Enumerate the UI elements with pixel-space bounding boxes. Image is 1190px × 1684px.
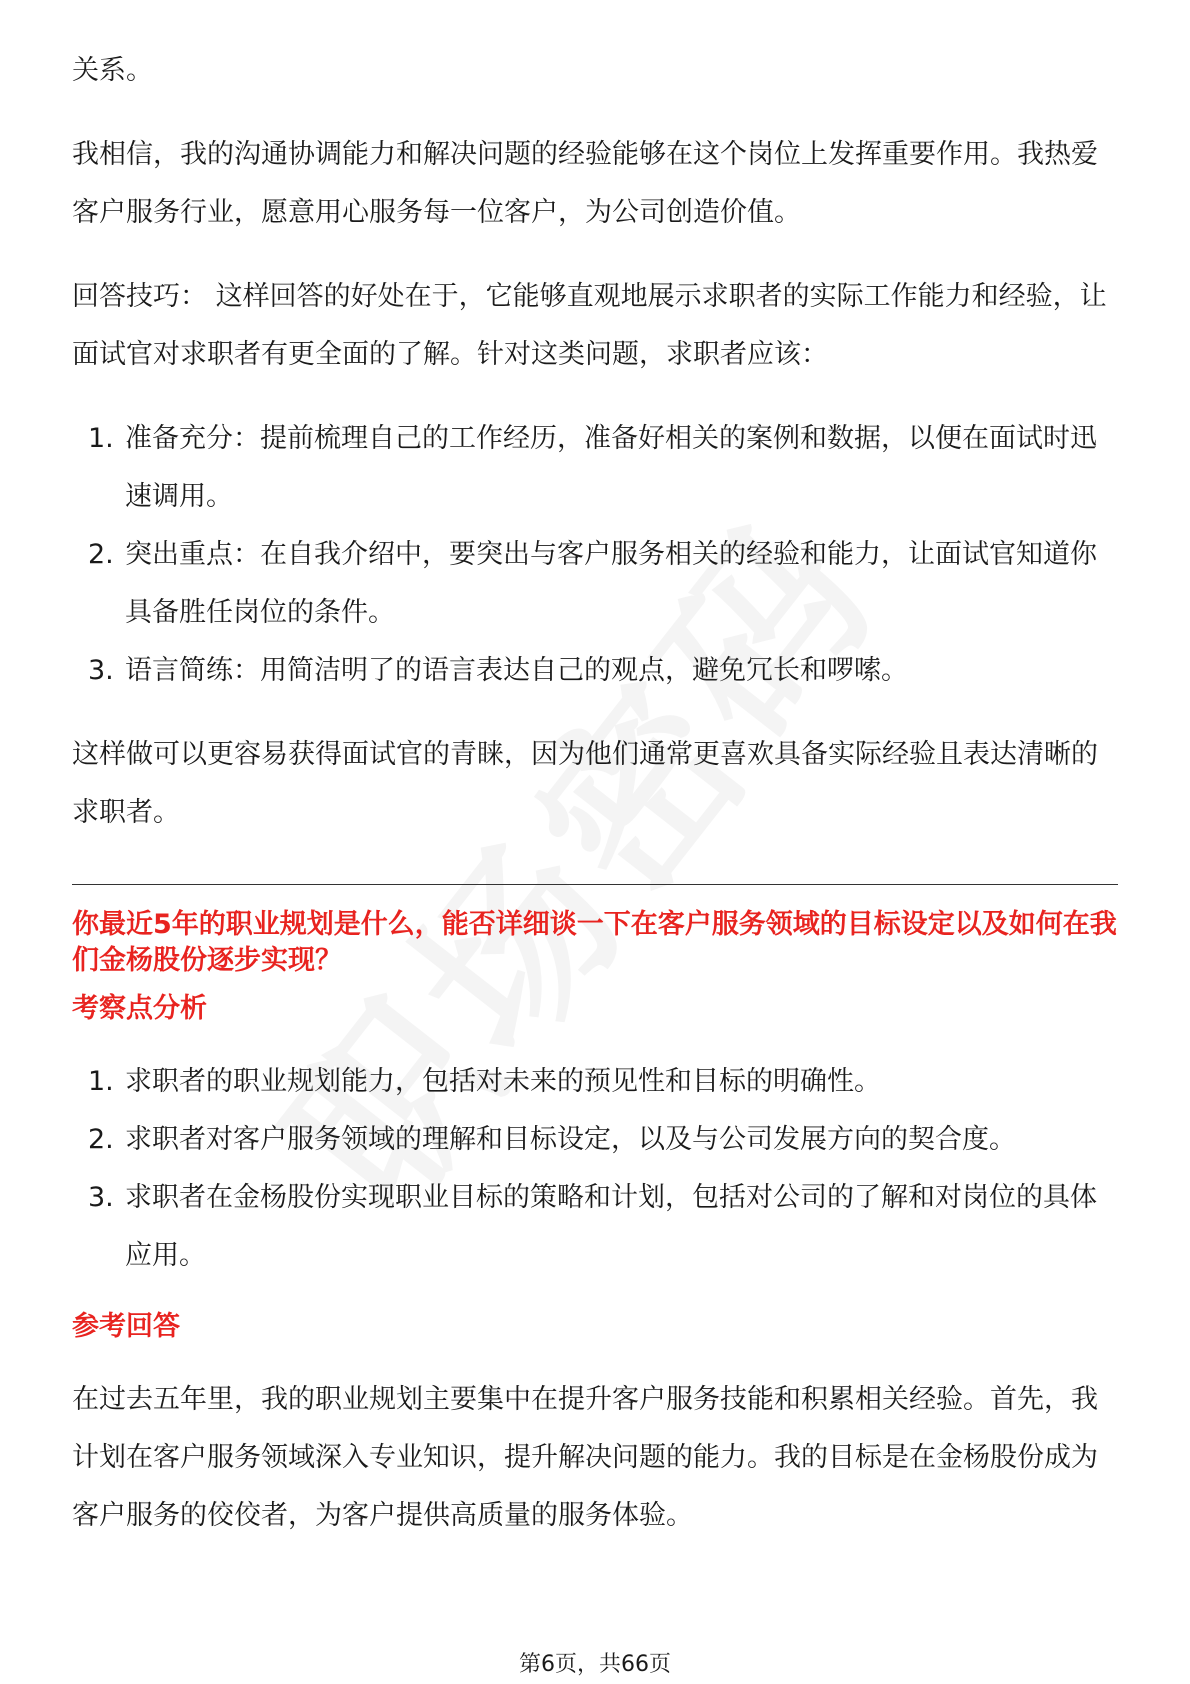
paragraph-conclusion: 这样做可以更容易获得面试官的青睐，因为他们通常更喜欢具备实际经验且表达清晰的求职者。: [72, 739, 1098, 828]
list-number: 3.: [88, 1182, 114, 1213]
tips-list: [72, 410, 1118, 700]
list-item-text: 求职者在金杨股份实现职业目标的策略和计划，包括对公司的了解和对岗位的具体应用。: [125, 1182, 1097, 1271]
list-item: [72, 642, 1118, 700]
list-number: 2.: [88, 539, 114, 570]
list-item: [72, 1053, 1118, 1111]
list-number: 3.: [88, 655, 114, 686]
list-item-text: 突出重点：在自我介绍中，要突出与客户服务相关的经验和能力，让面试官知道你具备胜任岗位的条件。: [125, 539, 1097, 628]
analysis-heading: 考察点分析: [72, 993, 207, 1024]
list-item: [72, 410, 1118, 526]
paragraph-tail: 关系。: [72, 55, 153, 86]
list-number: 1.: [88, 1066, 114, 1097]
list-number: 2.: [88, 1124, 114, 1155]
paragraph-answer-tip: 回答技巧： 这样回答的好处在于，它能够直观地展示求职者的实际工作能力和经验，让面试官对求职者有更全面的了解。针对这类问题，求职者应该：: [72, 281, 1107, 370]
list-number: 1.: [88, 423, 114, 454]
interview-question: 你最近5年的职业规划是什么，能否详细谈一下在客户服务领域的目标设定以及如何在我们金杨股份逐步实现？: [72, 909, 1117, 976]
list-item-text: 求职者对客户服务领域的理解和目标设定，以及与公司发展方向的契合度。: [125, 1124, 1016, 1155]
list-item-text: 语言简练：用简洁明了的语言表达自己的观点，避免冗长和啰嗦。: [125, 655, 908, 686]
list-item-text: 求职者的职业规划能力，包括对未来的预见性和目标的明确性。: [125, 1066, 881, 1097]
paragraph-reference-answer: 在过去五年里，我的职业规划主要集中在提升客户服务技能和积累相关经验。首先，我计划在客户服务领域深入专业知识，提升解决问题的能力。我的目标是在金杨股份成为客户服务的佼佼者，为客户提供高质量的服务体验。: [72, 1384, 1098, 1531]
paragraph-belief: 我相信，我的沟通协调能力和解决问题的经验能够在这个岗位上发挥重要作用。我热爱客户服务行业，愿意用心服务每一位客户，为公司创造价值。: [72, 139, 1098, 228]
document-page: [72, 42, 1118, 1545]
page-number: 第6页，共66页: [519, 1652, 671, 1677]
analysis-list: [72, 1053, 1118, 1285]
list-item: [72, 526, 1118, 642]
reference-answer-heading: 参考回答: [72, 1311, 180, 1342]
list-item: [72, 1169, 1118, 1285]
list-item-text: 准备充分：提前梳理自己的工作经历，准备好相关的案例和数据，以便在面试时迅速调用。: [125, 423, 1097, 512]
list-item: [72, 1111, 1118, 1169]
